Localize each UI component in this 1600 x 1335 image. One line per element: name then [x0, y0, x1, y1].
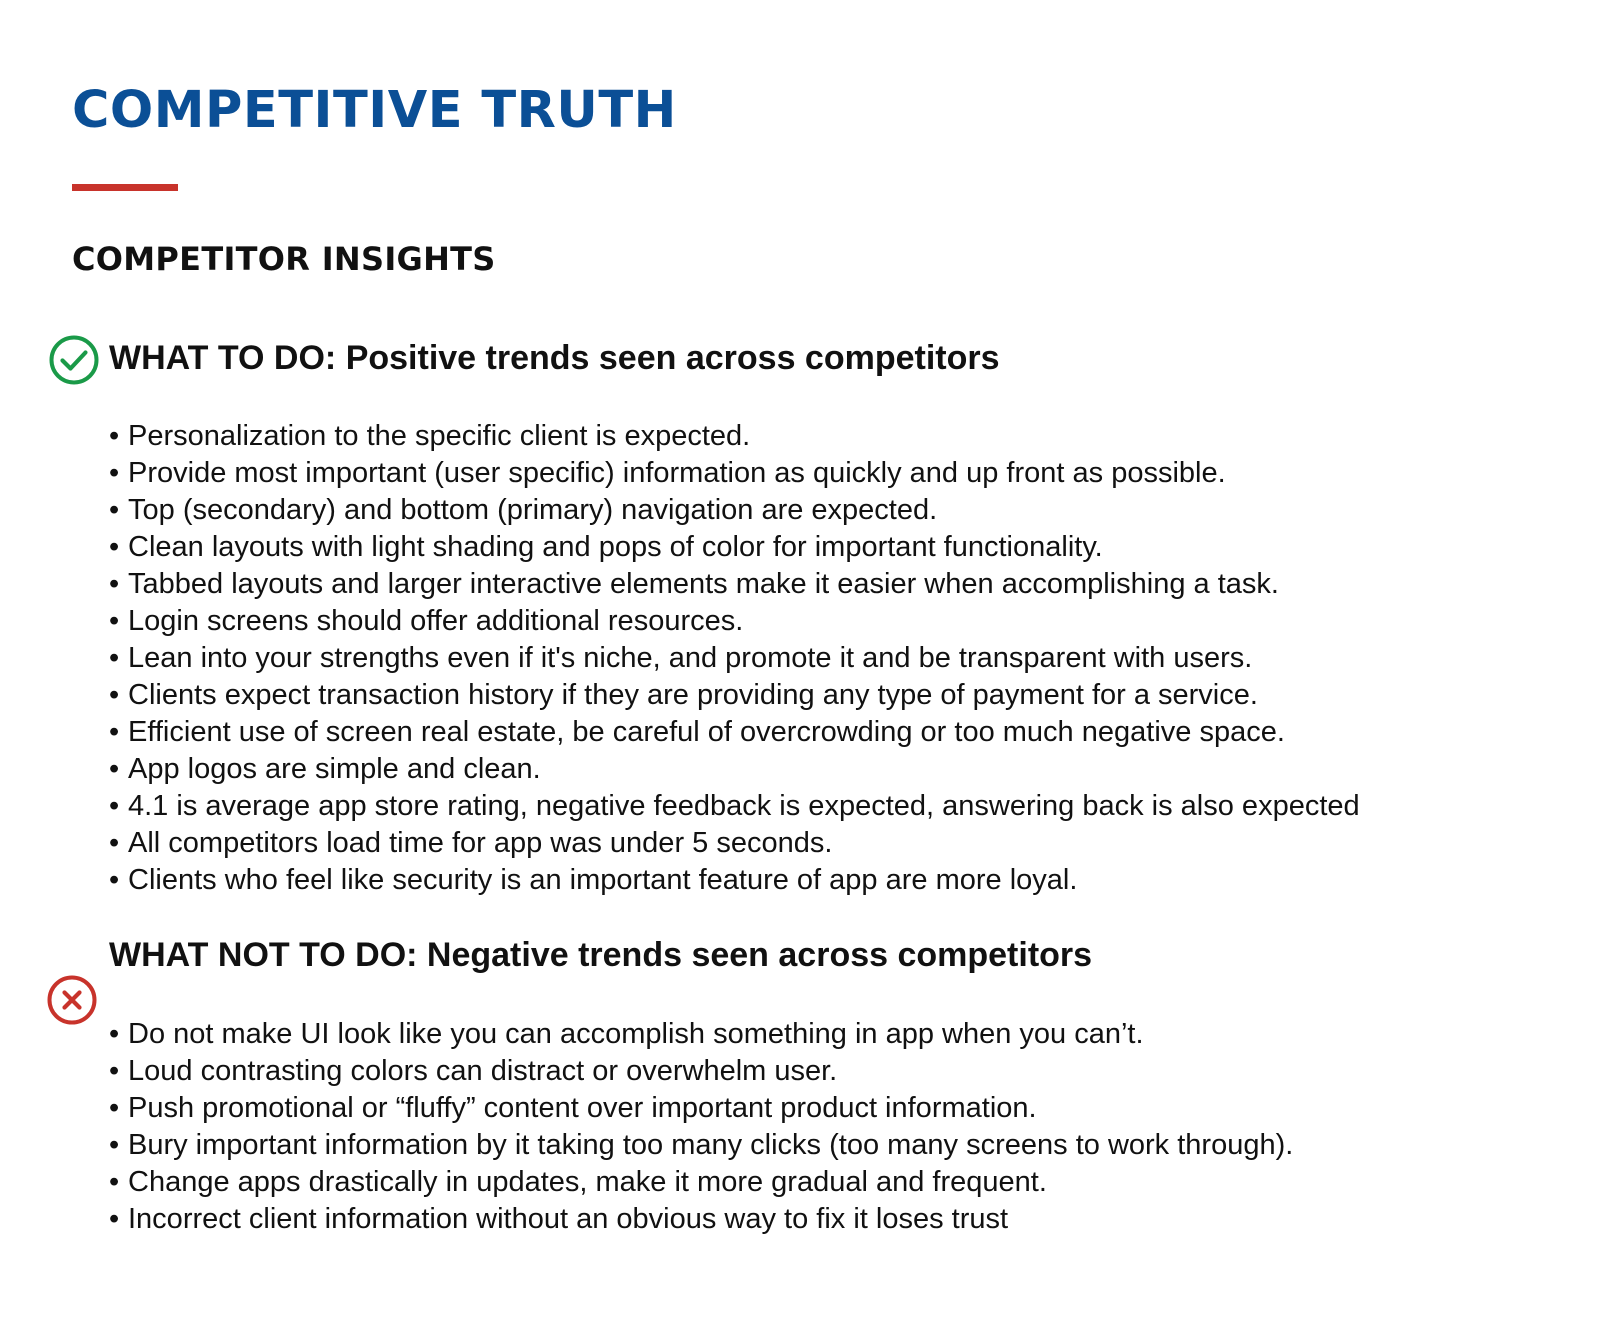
negative-trends-heading: WHAT NOT TO DO: Negative trends seen across competitors [109, 936, 1093, 974]
list-item: • Provide most important (user specific) information as quickly and up front as possible. [109, 457, 1226, 489]
list-item: • Change apps drastically in updates, make it more gradual and frequent. [109, 1166, 1047, 1198]
title-underline-rule [72, 184, 178, 191]
negative-trends-list [109, 1016, 1293, 1238]
page-title: COMPETITIVE TRUTH [72, 81, 677, 140]
list-item: • Bury important information by it taking too many clicks (too many screens to work through). [109, 1129, 1294, 1161]
list-item: • Top (secondary) and bottom (primary) navigation are expected. [109, 494, 938, 526]
check-circle-icon [48, 334, 100, 386]
list-item: • Push promotional or “fluffy” content over important product information. [109, 1092, 1037, 1124]
list-item: • Loud contrasting colors can distract or overwhelm user. [109, 1055, 838, 1087]
list-item: • Login screens should offer additional resources. [109, 605, 744, 637]
list-item: • Do not make UI look like you can accomplish something in app when you can’t. [109, 1018, 1144, 1050]
list-item: • Tabbed layouts and larger interactive elements make it easier when accomplishing a task. [109, 568, 1279, 600]
positive-trends-heading: WHAT TO DO: Positive trends seen across competitors [109, 339, 1000, 377]
list-item: • Lean into your strengths even if it's niche, and promote it and be transparent with users. [109, 642, 1253, 674]
list-item: • Efficient use of screen real estate, be careful of overcrowding or too much negative space. [109, 716, 1285, 748]
x-circle-icon [46, 974, 98, 1026]
list-item: • Personalization to the specific client is expected. [109, 420, 751, 452]
list-item: • Clients who feel like security is an important feature of app are more loyal. [109, 864, 1078, 896]
list-item: • 4.1 is average app store rating, negative feedback is expected, answering back is also expected [109, 790, 1360, 822]
list-item: • Clean layouts with light shading and pops of color for important functionality. [109, 531, 1103, 563]
list-item: • App logos are simple and clean. [109, 753, 541, 785]
positive-trends-list [109, 418, 1360, 899]
section-heading: COMPETITOR INSIGHTS [72, 240, 496, 278]
list-item: • Incorrect client information without an obvious way to fix it loses trust [109, 1203, 1009, 1235]
list-item: • Clients expect transaction history if they are providing any type of payment for a service. [109, 679, 1258, 711]
list-item: • All competitors load time for app was under 5 seconds. [109, 827, 833, 859]
